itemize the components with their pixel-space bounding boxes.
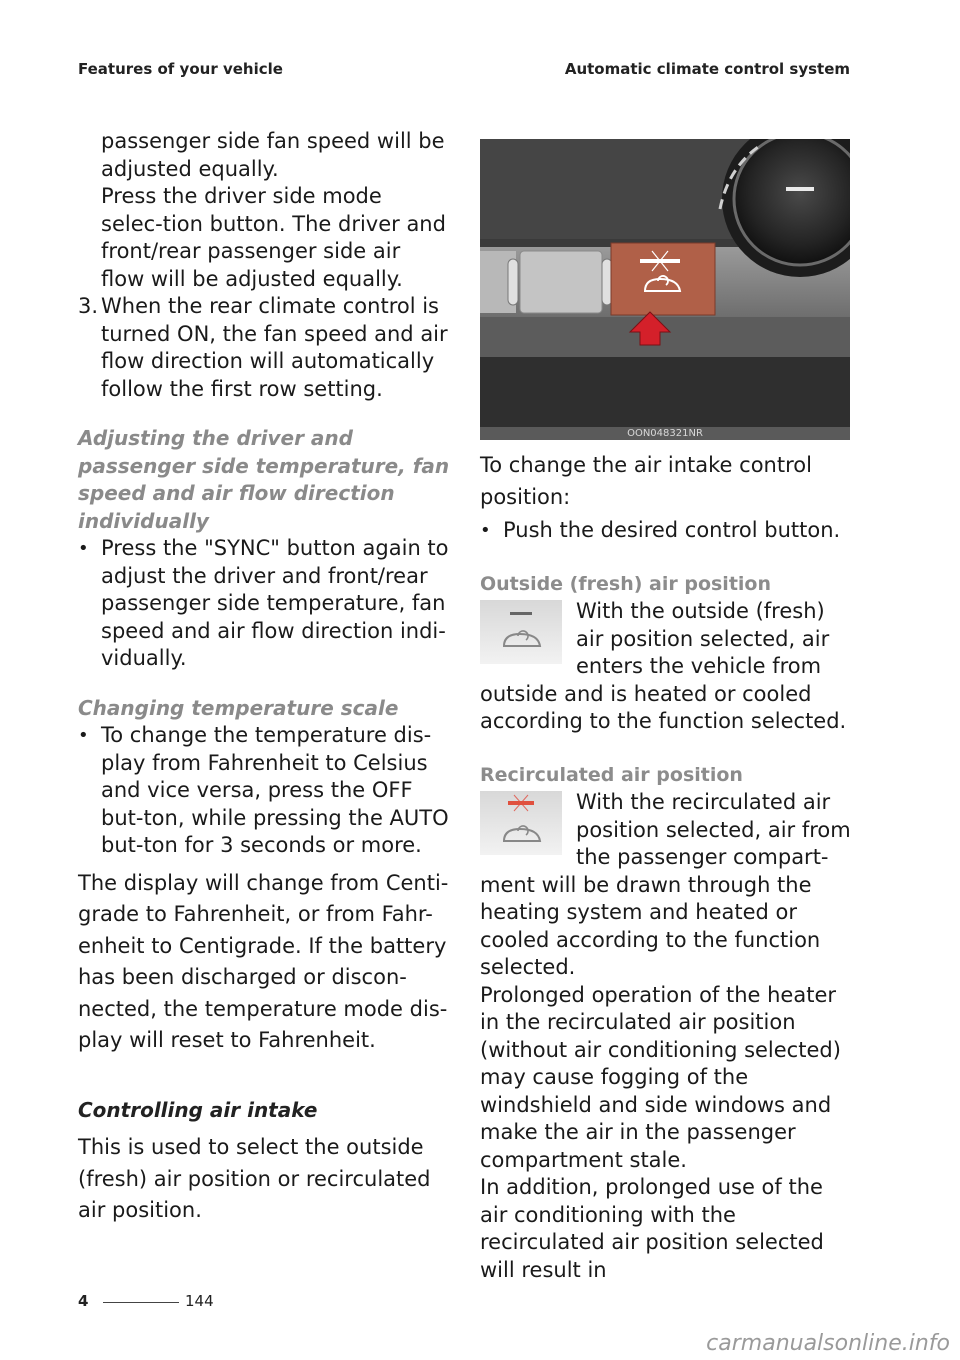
bullet-icon: • — [78, 725, 89, 746]
heading-outside-air: Outside (fresh) air position — [480, 572, 771, 595]
bullet-text: Press the "SYNC" button again to adjust the driver and front/rear passenger side temperature, fan speed and air flow direction indi-vidually. — [101, 536, 449, 670]
mode-selection-paragraph: Press the driver side mode selec-tion button. The driver and front/rear passenger side air flow will be adjusted equally. — [101, 184, 446, 291]
heading-individual-control: Adjusting the driver and passenger side temperature, fan speed and air flow direction individually — [78, 426, 450, 533]
image-caption: OON048321NR — [480, 427, 850, 440]
bullet-sync — [78, 535, 450, 673]
bullet-scale — [78, 722, 450, 860]
outside-air-icon — [480, 600, 562, 664]
right-column — [480, 128, 852, 1284]
footer-chapter-number: 4 — [78, 1292, 89, 1310]
bullet-text: Push the desired control button. — [503, 518, 841, 542]
air-intake-paragraph: This is used to select the outside (fresh) air position or recirculated air position. — [78, 1135, 431, 1222]
outside-air-text: With the outside (fresh) air position selected, air enters the vehicle from outside and is heated or cooled according to the function selected. — [480, 599, 847, 733]
recirculated-air-icon — [480, 791, 562, 855]
photo-illustration — [480, 139, 850, 427]
heading-recirculated-air: Recirculated air position — [480, 763, 743, 786]
bullet-push-button — [480, 517, 852, 545]
bullet-icon: • — [78, 538, 89, 559]
watermark-text: carmanualsonline.info — [706, 1331, 950, 1356]
header-page-topic: Automatic climate control system — [564, 60, 850, 78]
numbered-item-3 — [78, 293, 450, 403]
recirculation-button-photo — [480, 139, 850, 427]
item-text: When the rear climate control is turned ON, the fan speed and air flow direction will automatically follow the first row setting. — [101, 294, 448, 401]
recirculated-air-text: With the recirculated air position selected, air from the passenger compart-ment will be drawn through the heating system and heated or cooled according to the function selected. — [480, 790, 851, 979]
bullet-text: To change the temperature dis-play from Fahrenheit to Celsius and vice versa, press the OFF but-ton, while pressing the AUTO but-ton for 3 seconds or more. — [101, 723, 449, 857]
left-column — [78, 128, 450, 1227]
recirculated-warning-2: In addition, prolonged use of the air conditioning with the recirculated air position selected will result in — [480, 1175, 824, 1282]
recirculated-warning-1: Prolonged operation of the heater in the recirculated air position (without air conditioning selected) may cause fogging of the windshield and side windows and make the air in the passenger compartment stale. — [480, 982, 841, 1172]
heading-air-intake: Controlling air intake — [78, 1097, 318, 1122]
item-number: 3. — [78, 294, 99, 318]
header-divider — [78, 92, 850, 93]
continued-paragraph: passenger side fan speed will be adjusted equally. — [101, 129, 445, 181]
footer-page-number: 144 — [185, 1292, 214, 1310]
intake-intro: To change the air intake control position: — [480, 453, 812, 509]
bullet-icon: • — [480, 520, 491, 541]
heading-temperature-scale: Changing temperature scale — [78, 695, 399, 720]
footer-divider — [103, 1302, 179, 1303]
header-section-title: Features of your vehicle — [78, 60, 283, 78]
scale-paragraph: The display will change from Centi-grade to Fahrenheit, or from Fahr-enheit to Centigrade. If the battery has been discharged or discon-nected, the temperature mode dis-play will reset to Fahrenheit. — [78, 870, 449, 1052]
